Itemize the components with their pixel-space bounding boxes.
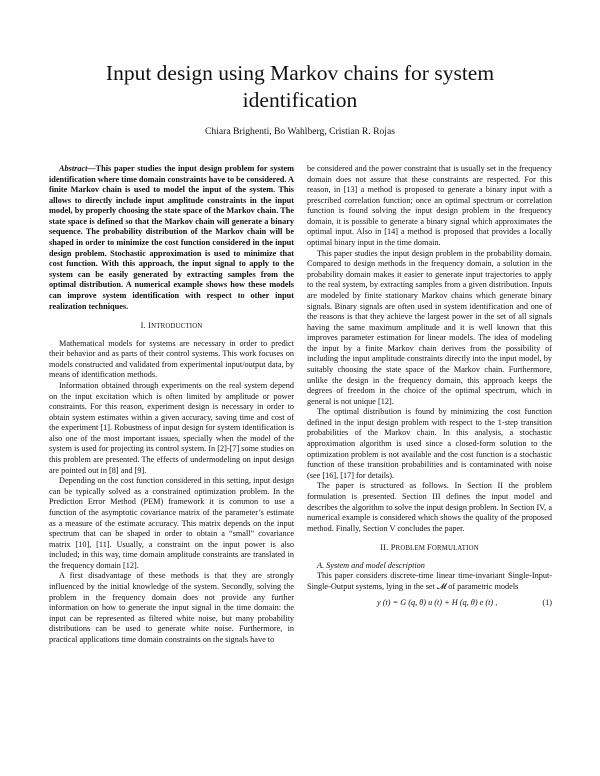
paper-title [40, 60, 560, 114]
right-column [307, 164, 552, 612]
intro-paragraph: Information obtained through experiments on the real system depend on the input excitation which is often limited by amplitude or power constraints. For this reason, experiment design is necessary in order to obtain system estimates within a given accuracy, saving time and cost of the experiment [1]. Robustness of input design for system identification is also one of the most important issues, specially when the model of the system is used for projecting its control system. In [2]-[7] some studies on this problem are presented. The effects of undermodeling on input design are pointed out in [8] and [9]. [49, 380, 294, 475]
abstract-text: —This paper studies the input design problem for system identification where time domain constraints have to be considered. A finite Markov chain is used to model the input of the system. This allows to directly include input amplitude constraints in the input model, by properly choosing the state space of the Markov chain. The state space is defined so that the Markov chain will generate a binary sequence. The probability distribution of the Markov chain will be shaped in order to minimize the cost function considered in the input design problem. Stochastic approximation is used to minimize that cost function. With this approach, the input signal to apply to the system can be easily generated by extracting samples from the optimal distribution. A numerical example shows how these models can improve system identification with respect to other input realization techniques. [49, 164, 294, 311]
section-paragraph: This paper considers discrete-time linear time-invariant Single-Input-Single-Output systems, lying in the set 𝓜 of parametric models [307, 571, 552, 591]
subsection-heading: A. System and model description [317, 560, 425, 570]
intro-paragraph: The paper is structured as follows. In Section II the problem formulation is presented. Section III defines the input model and describes the algorithm to solve the input design problem. In Section IV, a numerical example is considered which shows the quality of the proposed method. Finally, Section V concludes the paper. [307, 481, 552, 533]
left-column [49, 164, 294, 645]
intro-paragraph: Mathematical models for systems are necessary in order to predict their behavior and as parts of their control systems. This work focuses on models constructed and validated from experimental input/output data, by means of identification methods. [49, 338, 294, 380]
equation-number: (1) [542, 597, 552, 607]
intro-paragraph: The optimal distribution is found by minimizing the cost function defined in the input design problem with respect to the 1-step transition probabilities of the Markov chain. In this analysis, a stochastic approximation algorithm is used since a closed-form solution to the optimization problem is not available and the cost function is a stochastic function of these transition probabilities and is contaminated with noise (see [16], [17] for details). [307, 407, 552, 480]
intro-paragraph: A first disadvantage of these methods is that they are strongly influenced by the initial knowledge of the system. Secondly, solving the problem in the frequency domain does not provide any further information on how to generate the input signal in the time domain: the input can be represented as filtered white noise, but many probability distributions can be used to generate white noise. Furthermore, in practical applications time domain constraints on the signals have to [49, 571, 294, 644]
section-heading-problem-formulation: II. PROBLEM FORMULATION [380, 543, 479, 553]
equation-1 [307, 598, 552, 612]
title-line-2: identification [242, 88, 358, 112]
intro-paragraph: be considered and the power constraint that is usually set in the frequency domain does not assure that these constraints are respected. For this reason, in [13] a method is proposed to generate a binary input with a prescribed correlation function; once an optimal spectrum or correlation function is found solving the input design problem in the frequency domain, it is possible to generate a binary signal which approximates the optimal input. Also in [14] a method is proposed that provides a locally optimal binary input in the time domain. [307, 164, 552, 248]
abstract-label: Abstract [59, 164, 88, 173]
equation-body: y (t) = G (q, θ) u (t) + H (q, θ) e (t) , [377, 597, 498, 607]
intro-paragraph: Depending on the cost function considered in this setting, input design can be typically solved as a constrained optimization problem. In the Prediction Error Method (PEM) framework it is common to use a function of the asymptotic covariance matrix of the parameter’s estimate as a measure of the estimate accuracy. This matrix depends on the input spectrum that can be shaped in order to obtain a “small” covariance matrix [10], [11]. Usually, a constraint on the input power is also included; in this way, time domain amplitude constraints are translated in the frequency domain [12]. [49, 476, 294, 570]
intro-paragraph: This paper studies the input design problem in the probability domain. Compared to design methods in the frequency domain, a solution in the probability domain makes it easier to generate input trajectories to apply to the real system, by extracting samples from a given distribution. Inputs are modeled by finite stationary Markov chains which generate binary signals. Binary signals are often used in system identification and one of the reasons is that they achieve the largest power in the set of all signals having the same maximum amplitude and it is well known that this improves parameter estimation for linear models. The idea of modeling the input by a finite Markov chain derives from the possibility of including the input amplitude constraints directly into the input model, by suitably choosing the state space of the Markov chain. Furthermore, unlike the design in the frequency domain, this approach keeps the degrees of freedom in the choice of the optimal spectrum, which in general is not unique [12]. [307, 248, 552, 406]
author-list: Chiara Brighenti, Bo Wahlberg, Cristian R. Rojas [205, 126, 395, 137]
section-heading-introduction: I. INTRODUCTION [140, 321, 203, 331]
title-line-1: Input design using Markov chains for system [105, 61, 495, 85]
abstract [49, 164, 294, 312]
